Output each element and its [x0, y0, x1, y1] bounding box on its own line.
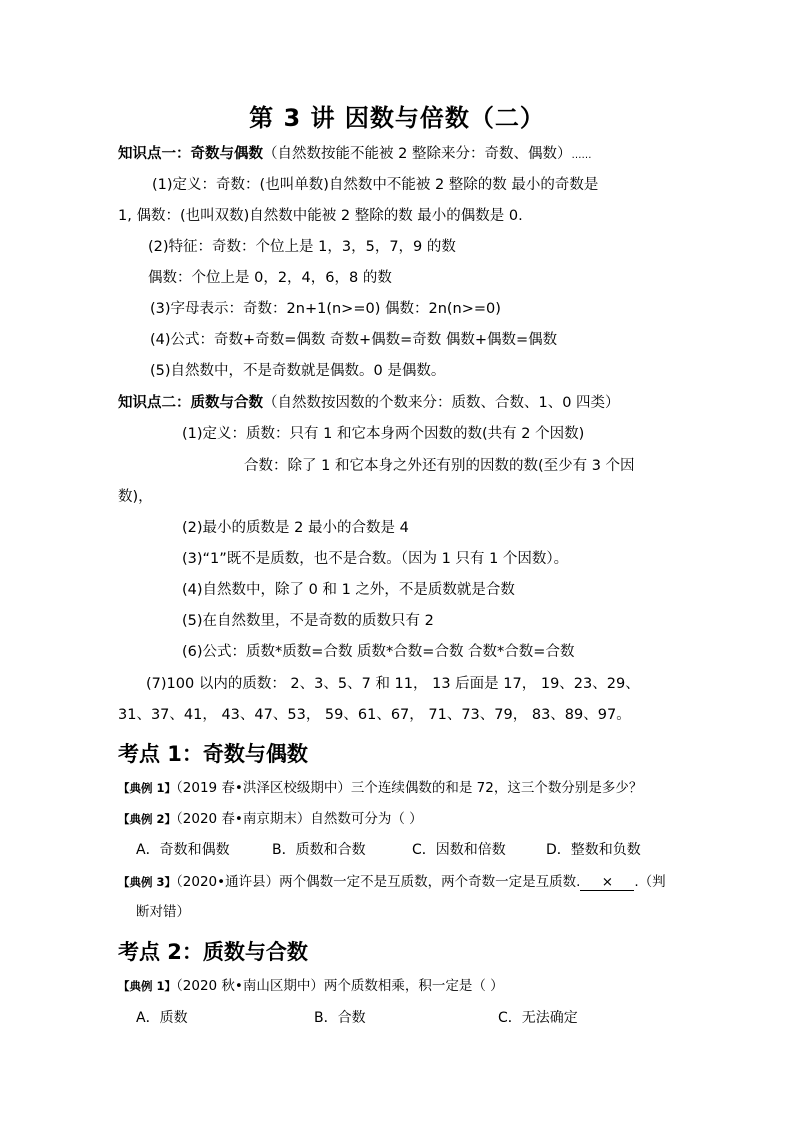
kp1-desc: （自然数按能不能被 2 整除来分：奇数、偶数） [263, 146, 572, 162]
kp2-definition-composite-cont: 数)， [118, 489, 153, 505]
section1-example3-cont: 断对错） [136, 904, 190, 920]
kp1-heading [118, 143, 591, 167]
example-text: （2020•通许县）两个偶数一定不是互质数，两个奇数一定是互质数. [176, 874, 581, 890]
option-b[interactable]: B．质数和合数 [272, 842, 366, 858]
kp2-smallest: (2)最小的质数是 2 最小的合数是 4 [182, 520, 409, 536]
option-a[interactable]: A．奇数和偶数 [136, 842, 230, 858]
kp2-primes-line1: (7)100 以内的质数： 2、3、5、7 和 11， 13 后面是 17， 19、23、29、 [146, 676, 640, 692]
kp2-primes-line2: 31、37、41， 43、47、53， 59、61、67， 71、73、79， 83、89、97。 [118, 707, 631, 723]
kp2-natural: (4)自然数中，除了 0 和 1 之外，不是质数就是合数 [182, 582, 515, 598]
kp2-even-prime: (5)在自然数里，不是奇数的质数只有 2 [182, 613, 434, 629]
example-suffix: .（判 [634, 874, 666, 890]
example-tag: 【典例 1】 [118, 781, 177, 795]
option-d[interactable]: D．整数和负数 [546, 842, 641, 858]
example-text: （2020 秋•南山区期中）两个质数相乘，积一定是（ ） [176, 978, 504, 994]
section1-example2 [118, 808, 423, 830]
section1-example1 [118, 777, 642, 799]
kp1-label: 知识点一：奇数与偶数 [118, 146, 263, 162]
kp1-feature-odd: (2)特征：奇数：个位上是 1，3，5，7，9 的数 [148, 239, 456, 255]
section1-example3 [118, 871, 666, 893]
kp1-note: (5)自然数中，不是奇数就是偶数。0 是偶数。 [150, 363, 446, 379]
section1-title: 考点 1：奇数与偶数 [118, 742, 308, 766]
kp1-feature-even: 偶数：个位上是 0，2，4，6，8 的数 [148, 270, 392, 286]
option-b[interactable]: B．合数 [314, 1010, 366, 1026]
section2-title: 考点 2：质数与合数 [118, 940, 308, 964]
kp1-letters: (3)字母表示：奇数：2n+1(n>=0) 偶数：2n(n>=0) [150, 301, 501, 317]
option-c[interactable]: C．无法确定 [498, 1010, 578, 1026]
answer-blank[interactable]: × [580, 874, 634, 891]
kp2-definition-prime: (1)定义：质数：只有 1 和它本身两个因数的数(共有 2 个因数) [182, 426, 585, 442]
section2-example1 [118, 975, 504, 997]
kp2-heading [118, 392, 620, 414]
page-title: 第 3 讲 因数与倍数（二） [249, 104, 545, 132]
example-text: （2020 春•南京期末）自然数可分为（ ） [176, 811, 423, 827]
kp2-desc: （自然数按因数的个数来分：质数、合数、1、0 四类） [263, 395, 620, 411]
kp2-one: (3)“1”既不是质数，也不是合数。（因为 1 只有 1 个因数）。 [182, 551, 569, 567]
kp1-definition-line1: (1)定义：奇数：(也叫单数)自然数中不能被 2 整除的数 最小的奇数是 [152, 177, 599, 193]
kp2-definition-composite: 合数：除了 1 和它本身之外还有别的因数的数(至少有 3 个因 [244, 458, 635, 474]
kp2-formula: (6)公式：质数*质数=合数 质数*合数=合数 合数*合数=合数 [182, 644, 575, 660]
example-text: （2019 春•洪泽区校级期中）三个连续偶数的和是 72，这三个数分别是多少？ [176, 780, 643, 796]
kp1-definition-line2: 1, 偶数：(也叫双数)自然数中能被 2 整除的数 最小的偶数是 0. [118, 208, 523, 224]
example-tag: 【典例 3】 [118, 875, 177, 889]
kp1-dots: …… [571, 150, 592, 161]
option-a[interactable]: A．质数 [136, 1010, 188, 1026]
option-c[interactable]: C．因数和倍数 [412, 842, 506, 858]
example-tag: 【典例 2】 [118, 812, 177, 826]
kp2-label: 知识点二：质数与合数 [118, 395, 263, 411]
example-tag: 【典例 1】 [118, 979, 177, 993]
kp1-formula: (4)公式：奇数+奇数=偶数 奇数+偶数=奇数 偶数+偶数=偶数 [150, 332, 558, 348]
